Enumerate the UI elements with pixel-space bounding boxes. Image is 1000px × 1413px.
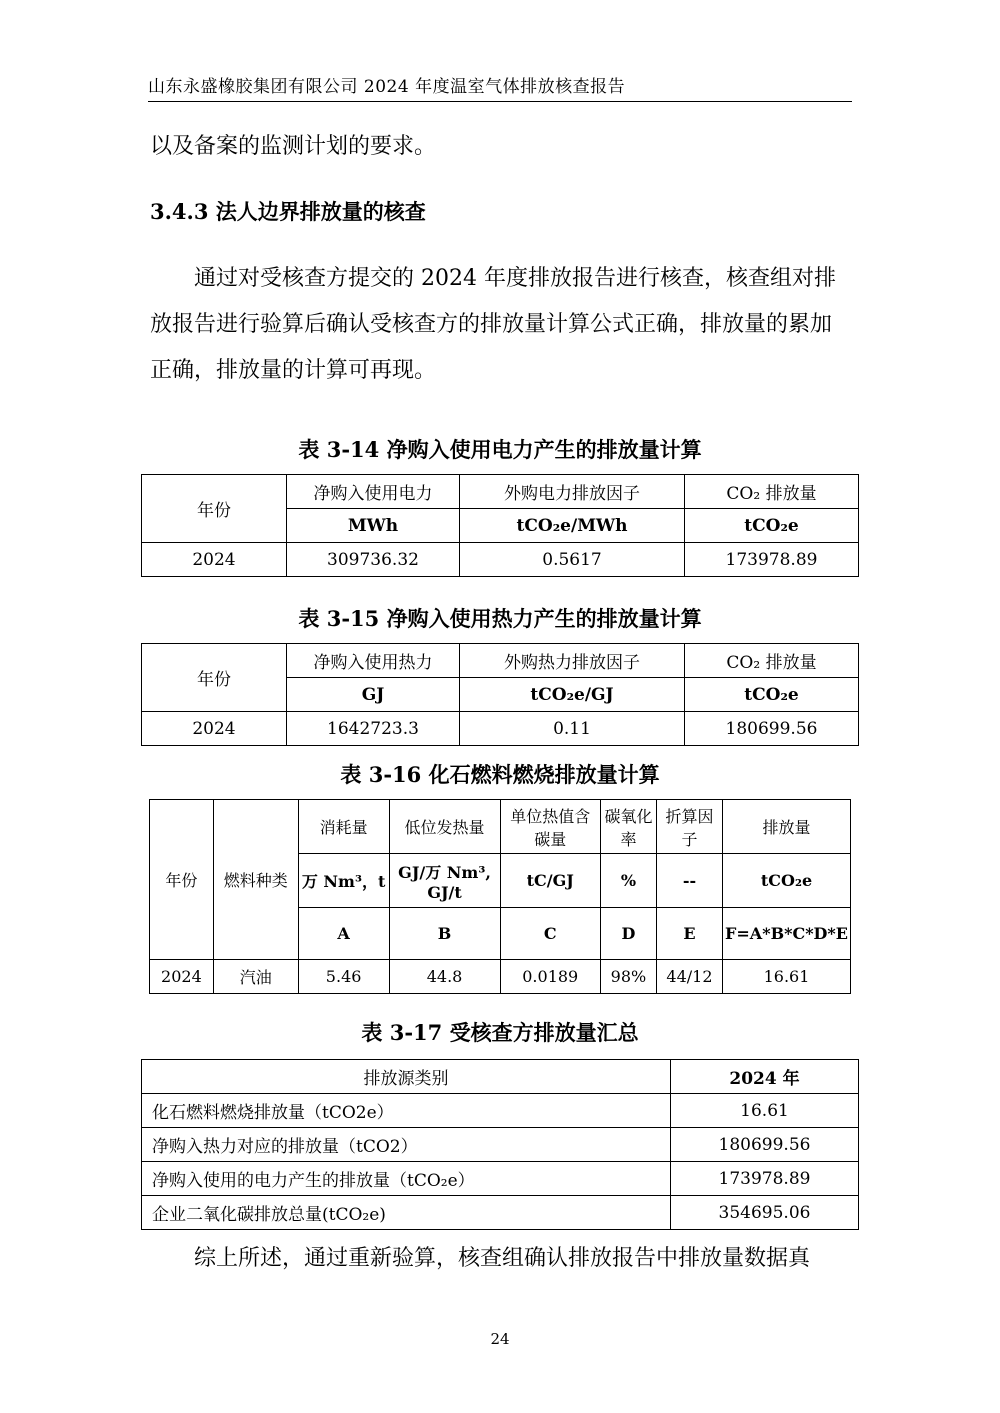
unit-cell: tCO₂e/GJ xyxy=(460,678,685,712)
column-header: CO₂ 排放量 xyxy=(685,644,859,678)
paragraph-intro-text: 通过对受核查方提交的 2024 年度排放报告进行核查，核查组对排放报告进行验算后确认受核查方的排放量计算公式正确，排放量的累加正确，排放量的计算可再现。 xyxy=(150,266,836,383)
column-header: 碳氧化率 xyxy=(600,800,656,854)
source-cell: 化石燃料燃烧排放量（tCO2e） xyxy=(142,1094,671,1128)
column-header: CO₂ 排放量 xyxy=(685,475,859,509)
year-header: 年份 xyxy=(142,644,287,712)
paragraph-conclusion-text: 综上所述，通过重新验算，核查组确认排放报告中排放量数据真 xyxy=(194,1246,811,1271)
table-row xyxy=(142,543,859,577)
year-header: 年份 xyxy=(142,475,287,543)
column-header: 外购热力排放因子 xyxy=(460,644,685,678)
paragraph-intro xyxy=(150,256,852,394)
column-header: 折算因子 xyxy=(656,800,722,854)
unit-cell: 万 Nm³，t xyxy=(298,854,389,908)
unit-cell: GJ/万 Nm³, GJ/t xyxy=(389,854,500,908)
data-cell: 44.8 xyxy=(389,960,500,994)
symbol-cell: E xyxy=(656,908,722,960)
table-row xyxy=(142,1196,859,1230)
column-header: 排放量 xyxy=(723,800,851,854)
page-number: 24 xyxy=(490,1330,510,1348)
year-cell: 2024 xyxy=(142,543,287,577)
data-cell: 0.5617 xyxy=(460,543,685,577)
unit-cell: GJ xyxy=(287,678,460,712)
table-3-16-caption: 表 3-16 化石燃料燃烧排放量计算 xyxy=(340,762,660,787)
data-cell: 1642723.3 xyxy=(287,712,460,746)
symbol-cell: A xyxy=(298,908,389,960)
unit-cell: tC/GJ xyxy=(500,854,600,908)
symbol-cell: B xyxy=(389,908,500,960)
value-cell: 354695.06 xyxy=(671,1196,859,1230)
table-3-15 xyxy=(141,643,859,746)
year-cell: 2024 xyxy=(150,960,214,994)
data-cell: 16.61 xyxy=(723,960,851,994)
unit-cell: tCO₂e xyxy=(685,678,859,712)
symbol-cell: F=A*B*C*D*E xyxy=(723,908,851,960)
column-header: 净购入使用电力 xyxy=(287,475,460,509)
data-cell: 44/12 xyxy=(656,960,722,994)
column-header: 单位热值含碳量 xyxy=(500,800,600,854)
data-cell: 0.0189 xyxy=(500,960,600,994)
data-cell: 180699.56 xyxy=(685,712,859,746)
fuel-header: 燃料种类 xyxy=(213,800,298,960)
table-row xyxy=(150,960,851,994)
value-cell: 16.61 xyxy=(671,1094,859,1128)
table-3-14-caption: 表 3-14 净购入使用电力产生的排放量计算 xyxy=(298,437,702,462)
year-header: 年份 xyxy=(150,800,214,960)
data-cell: 173978.89 xyxy=(685,543,859,577)
running-header: 山东永盛橡胶集团有限公司 2024 年度温室气体排放核查报告 xyxy=(148,72,852,102)
data-cell: 5.46 xyxy=(298,960,389,994)
table-3-17 xyxy=(141,1059,859,1230)
paragraph-conclusion xyxy=(150,1236,852,1282)
unit-cell: tCO₂e xyxy=(685,509,859,543)
column-header: 外购电力排放因子 xyxy=(460,475,685,509)
table-3-15-caption: 表 3-15 净购入使用热力产生的排放量计算 xyxy=(298,606,702,631)
table-3-16 xyxy=(149,799,851,994)
data-cell: 98% xyxy=(600,960,656,994)
data-cell: 0.11 xyxy=(460,712,685,746)
year-cell: 2024 xyxy=(142,712,287,746)
table-row xyxy=(142,1162,859,1196)
symbol-cell: D xyxy=(600,908,656,960)
source-cell: 净购入热力对应的排放量（tCO2） xyxy=(142,1128,671,1162)
table-row xyxy=(142,712,859,746)
unit-cell: % xyxy=(600,854,656,908)
unit-cell: MWh xyxy=(287,509,460,543)
data-cell: 309736.32 xyxy=(287,543,460,577)
section-heading: 3.4.3 法人边界排放量的核查 xyxy=(150,199,426,224)
column-header: 消耗量 xyxy=(298,800,389,854)
table-row xyxy=(142,1094,859,1128)
value-cell: 173978.89 xyxy=(671,1162,859,1196)
unit-cell: -- xyxy=(656,854,722,908)
unit-cell: tCO₂e/MWh xyxy=(460,509,685,543)
fuel-cell: 汽油 xyxy=(213,960,298,994)
source-cell: 企业二氧化碳排放总量(tCO₂e) xyxy=(142,1196,671,1230)
table-3-14 xyxy=(141,474,859,577)
unit-cell: tCO₂e xyxy=(723,854,851,908)
value-cell: 180699.56 xyxy=(671,1128,859,1162)
source-cell: 净购入使用的电力产生的排放量（tCO₂e） xyxy=(142,1162,671,1196)
column-header: 2024 年 xyxy=(671,1060,859,1094)
column-header: 排放源类别 xyxy=(142,1060,671,1094)
column-header: 低位发热量 xyxy=(389,800,500,854)
symbol-cell: C xyxy=(500,908,600,960)
column-header: 净购入使用热力 xyxy=(287,644,460,678)
paragraph-continued: 以及备案的监测计划的要求。 xyxy=(150,134,437,159)
table-3-17-caption: 表 3-17 受核查方排放量汇总 xyxy=(361,1020,639,1045)
table-row xyxy=(142,1128,859,1162)
